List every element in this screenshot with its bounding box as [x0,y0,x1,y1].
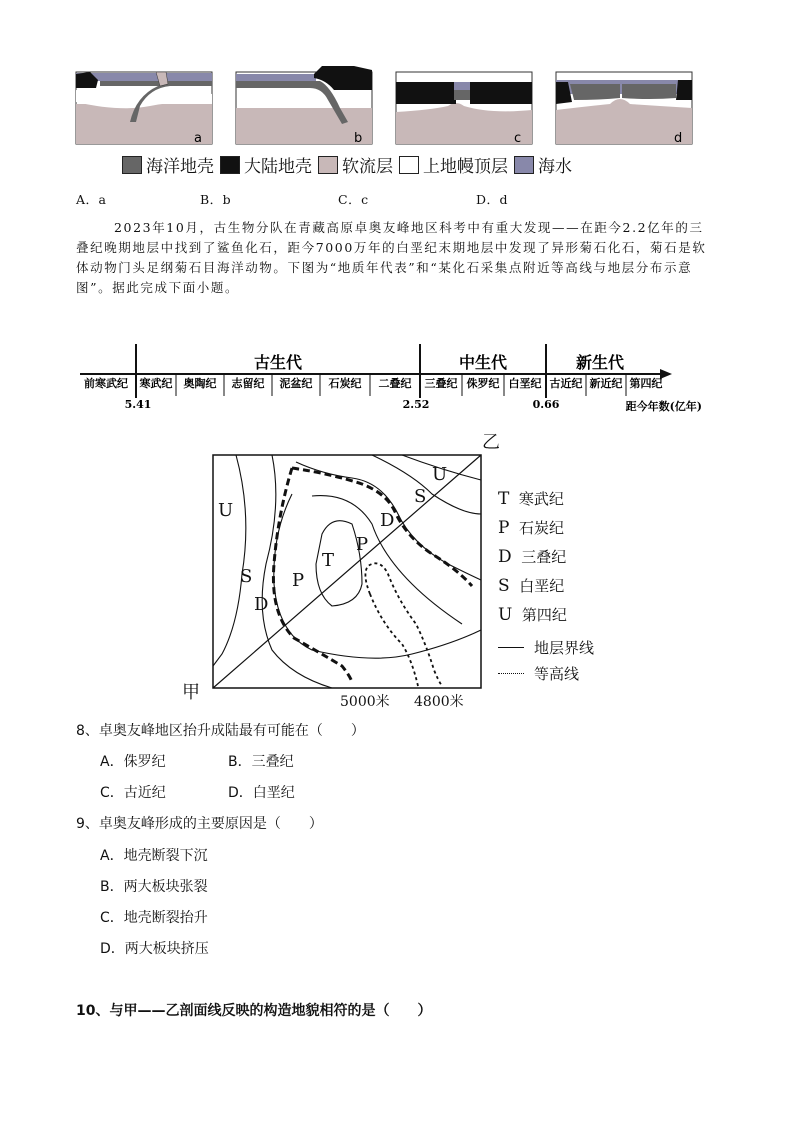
legend-item-oceanic-crust [122,152,214,177]
map-legend-line-contour [498,660,594,686]
dotted-line-icon [498,673,524,674]
plate-legend [122,152,572,177]
contour-value-4800: 4800米 [414,694,464,710]
q9-option-a[interactable]: A．地壳断裂下沉 [100,848,208,864]
map-legend-item [498,488,594,517]
legend-code: T [498,489,510,509]
legend-code: P [498,518,510,538]
map-legend-line-boundary [498,634,594,660]
stratum-label: S [240,566,253,587]
legend-label: 上地幔顶层 [423,157,508,177]
legend-code: D [498,547,512,567]
legend-swatch [399,156,419,174]
q9-stem: 9、卓奥友峰形成的主要原因是（ ） [76,816,323,832]
tick-label: 2.52 [402,398,430,411]
stratum-label: P [292,570,305,591]
legend-item-continental-crust [220,152,312,177]
period-label: 前寒武纪 [84,377,128,390]
legend-swatch [318,156,338,174]
legend-label: 海水 [538,157,572,177]
legend-item-seawater [514,152,572,177]
contour-value-5000: 5000米 [340,694,390,710]
diagram-letter: c [514,131,522,146]
legend-swatch [220,156,240,174]
era-label: 新生代 [575,353,625,372]
diagram-letter: a [194,131,202,146]
plate-diagrams [70,66,700,150]
period-label: 寒武纪 [139,377,173,390]
q7-option-d[interactable]: D．d [476,192,509,207]
stratum-label: U [432,464,448,485]
period-label: 二叠纪 [378,377,412,390]
q7-option-b[interactable]: B．b [200,192,232,207]
period-label: 志留纪 [231,377,265,390]
diagram-letter: d [674,131,683,146]
q9-option-c[interactable]: C．地壳断裂抬升 [100,910,208,926]
legend-name: 等高线 [534,664,580,683]
stratum-label: S [414,486,427,507]
legend-code: U [498,605,513,625]
legend-label: 大陆地壳 [244,157,312,177]
map-legend-item [498,604,594,634]
legend-swatch [122,156,142,174]
q8-option-c[interactable]: C．古近纪 [100,785,166,801]
stratum-label: D [254,594,269,615]
period-label: 泥盆纪 [279,377,313,390]
axis-label: 距今年数(亿年) [625,400,702,413]
stratum-label: U [218,500,234,521]
tick-label: 0.66 [532,398,560,411]
legend-swatch [514,156,534,174]
legend-item-asthenosphere [318,152,393,177]
diagram-c [396,72,532,146]
q7-option-a[interactable]: A．a [76,192,107,207]
diagram-d [556,72,692,146]
period-label: 石炭纪 [328,377,362,390]
q8-option-a[interactable]: A．侏罗纪 [100,754,166,770]
tick-label: 5.41 [124,398,152,411]
q7-option-c[interactable]: C．c [338,192,369,207]
solid-line-icon [498,647,524,648]
diagram-b [236,66,372,146]
period-label: 侏罗纪 [466,377,500,390]
legend-name: 地层界线 [534,638,595,657]
legend-label: 海洋地壳 [146,157,214,177]
q8-option-b[interactable]: B．三叠纪 [228,754,294,770]
legend-code: S [498,576,510,596]
legend-item-upper-mantle [399,152,508,177]
diagram-a [76,72,212,146]
passage: 2023年10月，古生物分队在青藏高原卓奥友峰地区科考中有重大发现——在距今2.2亿年的三叠纪晚期地层中找到了鲨鱼化石，距今7000万年的白垩纪末期地层中发现了异形菊石化石，菊石是软体动物门头足纲菊石目海洋动物。下图为“地质年代表”和“某化石采集点附近等高线与地层分布示意图”。据此完成下面小题。 [76,220,707,295]
geologic-timeline [76,340,716,416]
period-label: 奥陶纪 [183,377,217,390]
map-legend [498,488,594,686]
strata-map [212,454,482,690]
legend-name: 三叠纪 [521,548,567,566]
q9-option-d[interactable]: D．两大板块挤压 [100,941,209,957]
corner-label-yi: 乙 [482,432,500,453]
stratum-label: D [380,510,395,531]
legend-name: 第四纪 [521,606,567,624]
legend-name: 寒武纪 [518,490,564,508]
legend-name: 石炭纪 [519,519,565,537]
diagram-letter: b [354,131,363,146]
period-label: 新近纪 [589,377,623,390]
map-legend-item [498,575,594,604]
period-label: 三叠纪 [424,377,458,390]
q10-stem: 10、与甲——乙剖面线反映的构造地貌相符的是（ ） [76,1003,432,1019]
q9-option-b[interactable]: B．两大板块张裂 [100,879,208,895]
period-label: 白垩纪 [508,377,542,390]
legend-label: 软流层 [342,157,393,177]
map-legend-item [498,517,594,546]
era-label: 中生代 [458,353,508,372]
period-label: 第四纪 [629,377,663,390]
legend-name: 白垩纪 [519,577,565,595]
q8-stem: 8、卓奥友峰地区抬升成陆最有可能在（ ） [76,723,365,739]
stratum-label: P [356,534,369,555]
q8-option-d[interactable]: D．白垩纪 [228,785,295,801]
period-label: 古近纪 [549,377,583,390]
corner-label-jia: 甲 [182,682,200,703]
map-legend-item [498,546,594,575]
era-label: 古生代 [253,353,303,372]
stratum-label: T [322,550,335,571]
